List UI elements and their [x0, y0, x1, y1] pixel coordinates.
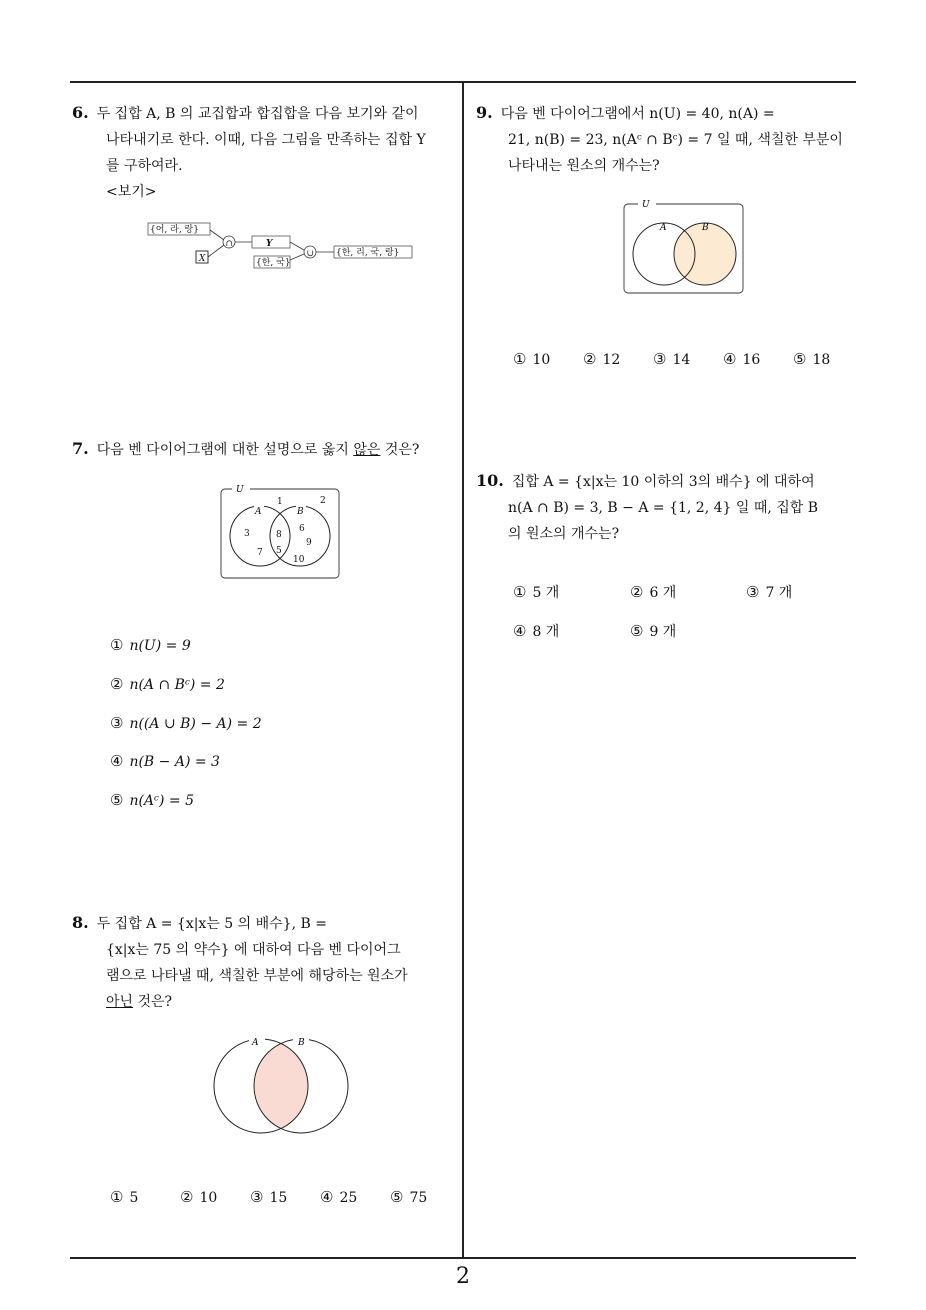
question-text-line: 램으로 나타낼 때, 색칠한 부분에 해당하는 원소가 — [106, 968, 408, 984]
choice-5[interactable] — [110, 791, 194, 809]
question-text-line: 나타내기로 한다. 이때, 다음 그림을 만족하는 집합 Y — [106, 132, 426, 148]
set-a-label: A — [660, 223, 667, 233]
choice-text: 5 — [129, 1190, 139, 1206]
choice-4[interactable] — [110, 752, 220, 770]
choice-text: 25 — [339, 1190, 358, 1206]
connector — [290, 242, 304, 250]
choice-marker: ② — [180, 1188, 194, 1206]
choice-4[interactable] — [320, 1188, 357, 1206]
question-10 — [476, 468, 862, 547]
choice-marker: ② — [110, 675, 124, 693]
box-result-label: {한, 리, 국, 랑} — [336, 248, 400, 258]
choice-text: n(B − A) = 3 — [129, 754, 220, 770]
choice-3[interactable] — [250, 1188, 287, 1206]
choice-1[interactable] — [513, 350, 550, 368]
connector — [210, 230, 224, 240]
choice-marker: ② — [583, 350, 597, 368]
element-label: 3 — [244, 529, 250, 539]
choice-1[interactable] — [110, 1188, 138, 1206]
question-text-line: 나타내는 원소의 개수는? — [508, 158, 660, 174]
choice-text: n(U) = 9 — [129, 638, 191, 654]
choice-3[interactable] — [653, 350, 690, 368]
choice-marker: ③ — [110, 714, 124, 732]
question-text-line: {x|x는 75 의 약수} 에 대하여 다음 벤 다이어그 — [106, 942, 401, 958]
question-7 — [72, 436, 458, 463]
underlined-word: 아닌 — [106, 994, 134, 1010]
choice-1[interactable] — [110, 636, 191, 654]
choice-text: 8 개 — [532, 624, 560, 640]
choice-marker: ① — [110, 636, 124, 654]
choice-2[interactable] — [583, 350, 620, 368]
element-label: 6 — [299, 524, 305, 534]
choice-marker: ⑤ — [630, 622, 644, 640]
choice-3[interactable] — [746, 582, 792, 602]
element-label: 7 — [257, 548, 263, 558]
question-text-line: 다음 벤 다이어그램에서 n(U) = 40, n(A) = — [500, 106, 775, 122]
choice-text: 6 개 — [649, 585, 677, 601]
choice-marker: ② — [630, 583, 644, 601]
choice-5[interactable] — [630, 621, 676, 641]
set-b-label: B — [702, 223, 709, 233]
question-text: 것은? — [380, 442, 420, 458]
question-text: 다음 벤 다이어그램에 대한 설명으로 옳지 — [96, 442, 354, 458]
choice-5[interactable] — [793, 350, 830, 368]
question-text-line: 집합 A = {x|x는 10 이하의 3의 배수} 에 대하여 — [511, 474, 815, 490]
choice-marker: ③ — [250, 1188, 264, 1206]
question-text-line: 의 원소의 개수는? — [508, 526, 620, 542]
underlined-word: 않은 — [353, 442, 381, 458]
question-text-line: n(A ∩ B) = 3, B − A = {1, 2, 4} 일 때, 집합 B — [508, 500, 819, 516]
element-label: 5 — [276, 546, 282, 556]
choice-marker: ⑤ — [793, 350, 807, 368]
question-number: 9. — [476, 103, 493, 122]
choice-text: 7 개 — [765, 585, 793, 601]
choice-marker: ③ — [653, 350, 667, 368]
choice-3[interactable] — [110, 714, 262, 732]
choice-text: 12 — [602, 352, 621, 368]
set-u-label: U — [236, 485, 244, 495]
connector — [290, 254, 304, 260]
question-text: 것은? — [133, 994, 173, 1010]
choice-marker: ④ — [320, 1188, 334, 1206]
box-bottom-label: {한, 국} — [256, 258, 291, 268]
question-number: 7. — [72, 439, 89, 458]
choice-marker: ④ — [513, 622, 527, 640]
choice-2[interactable] — [630, 582, 676, 602]
set-b-label: B — [297, 507, 304, 517]
choice-marker: ③ — [746, 583, 760, 601]
element-label: 2 — [320, 496, 326, 506]
choice-text: n(Aᶜ) = 5 — [129, 793, 194, 809]
choice-5[interactable] — [390, 1188, 427, 1206]
set-a-label: A — [252, 1038, 259, 1048]
set-u-label: U — [642, 200, 650, 210]
venn-diagram-q9 — [623, 197, 745, 295]
choice-marker: ① — [110, 1188, 124, 1206]
connector — [208, 245, 224, 257]
set-b-label: B — [298, 1038, 305, 1048]
choice-2[interactable] — [110, 675, 225, 693]
choice-text: n(A ∩ Bᶜ) = 2 — [129, 677, 225, 693]
set-a-label: A — [255, 507, 262, 517]
page-number: 2 — [456, 1264, 470, 1289]
set-operation-diagram — [140, 220, 430, 270]
choice-text: 75 — [409, 1190, 428, 1206]
box-y-label: Y — [266, 239, 273, 249]
bottom-rule — [70, 1257, 856, 1259]
box-top-label: {어, 라, 랑} — [150, 225, 199, 235]
union-symbol: ∪ — [306, 249, 315, 259]
choice-marker: ⑤ — [390, 1188, 404, 1206]
choice-2[interactable] — [180, 1188, 217, 1206]
choice-text: 5 개 — [532, 585, 560, 601]
choice-marker: ① — [513, 583, 527, 601]
element-label: 8 — [276, 530, 282, 540]
choice-text: 15 — [269, 1190, 288, 1206]
choice-text: n((A ∪ B) − A) = 2 — [129, 716, 262, 732]
box-x-label: X — [199, 254, 206, 264]
column-divider — [462, 83, 464, 1258]
question-text-line: 두 집합 A, B 의 교집합과 합집합을 다음 보기와 같이 — [96, 106, 419, 122]
choice-marker: ⑤ — [110, 791, 124, 809]
question-number: 6. — [72, 103, 89, 122]
choice-4[interactable] — [513, 621, 559, 641]
choice-1[interactable] — [513, 582, 559, 602]
choice-marker: ① — [513, 350, 527, 368]
example-label: <보기> — [106, 184, 157, 200]
question-text-line: 를 구하여라. — [106, 158, 183, 174]
intersection-symbol: ∩ — [225, 239, 234, 249]
choice-text: 9 개 — [649, 624, 677, 640]
choice-marker: ④ — [110, 752, 124, 770]
question-8 — [72, 910, 458, 1015]
question-6 — [72, 100, 458, 205]
element-label: 10 — [293, 555, 305, 565]
choice-text: 16 — [742, 352, 761, 368]
venn-diagram-q8 — [205, 1034, 355, 1134]
question-9 — [476, 100, 862, 179]
element-label: 1 — [277, 497, 283, 507]
choice-text: 10 — [532, 352, 551, 368]
choice-text: 14 — [672, 352, 691, 368]
question-text-line: 21, n(B) = 23, n(Aᶜ ∩ Bᶜ) = 7 일 때, 색칠한 부분이 — [508, 132, 843, 148]
choice-text: 10 — [199, 1190, 218, 1206]
choice-4[interactable] — [723, 350, 760, 368]
question-number: 10. — [476, 471, 504, 490]
choice-text: 18 — [812, 352, 831, 368]
question-number: 8. — [72, 913, 89, 932]
element-label: 9 — [306, 538, 312, 548]
venn-diagram-q7 — [220, 483, 340, 579]
question-text-line: 두 집합 A = {x|x는 5 의 배수}, B = — [96, 916, 327, 932]
choice-marker: ④ — [723, 350, 737, 368]
